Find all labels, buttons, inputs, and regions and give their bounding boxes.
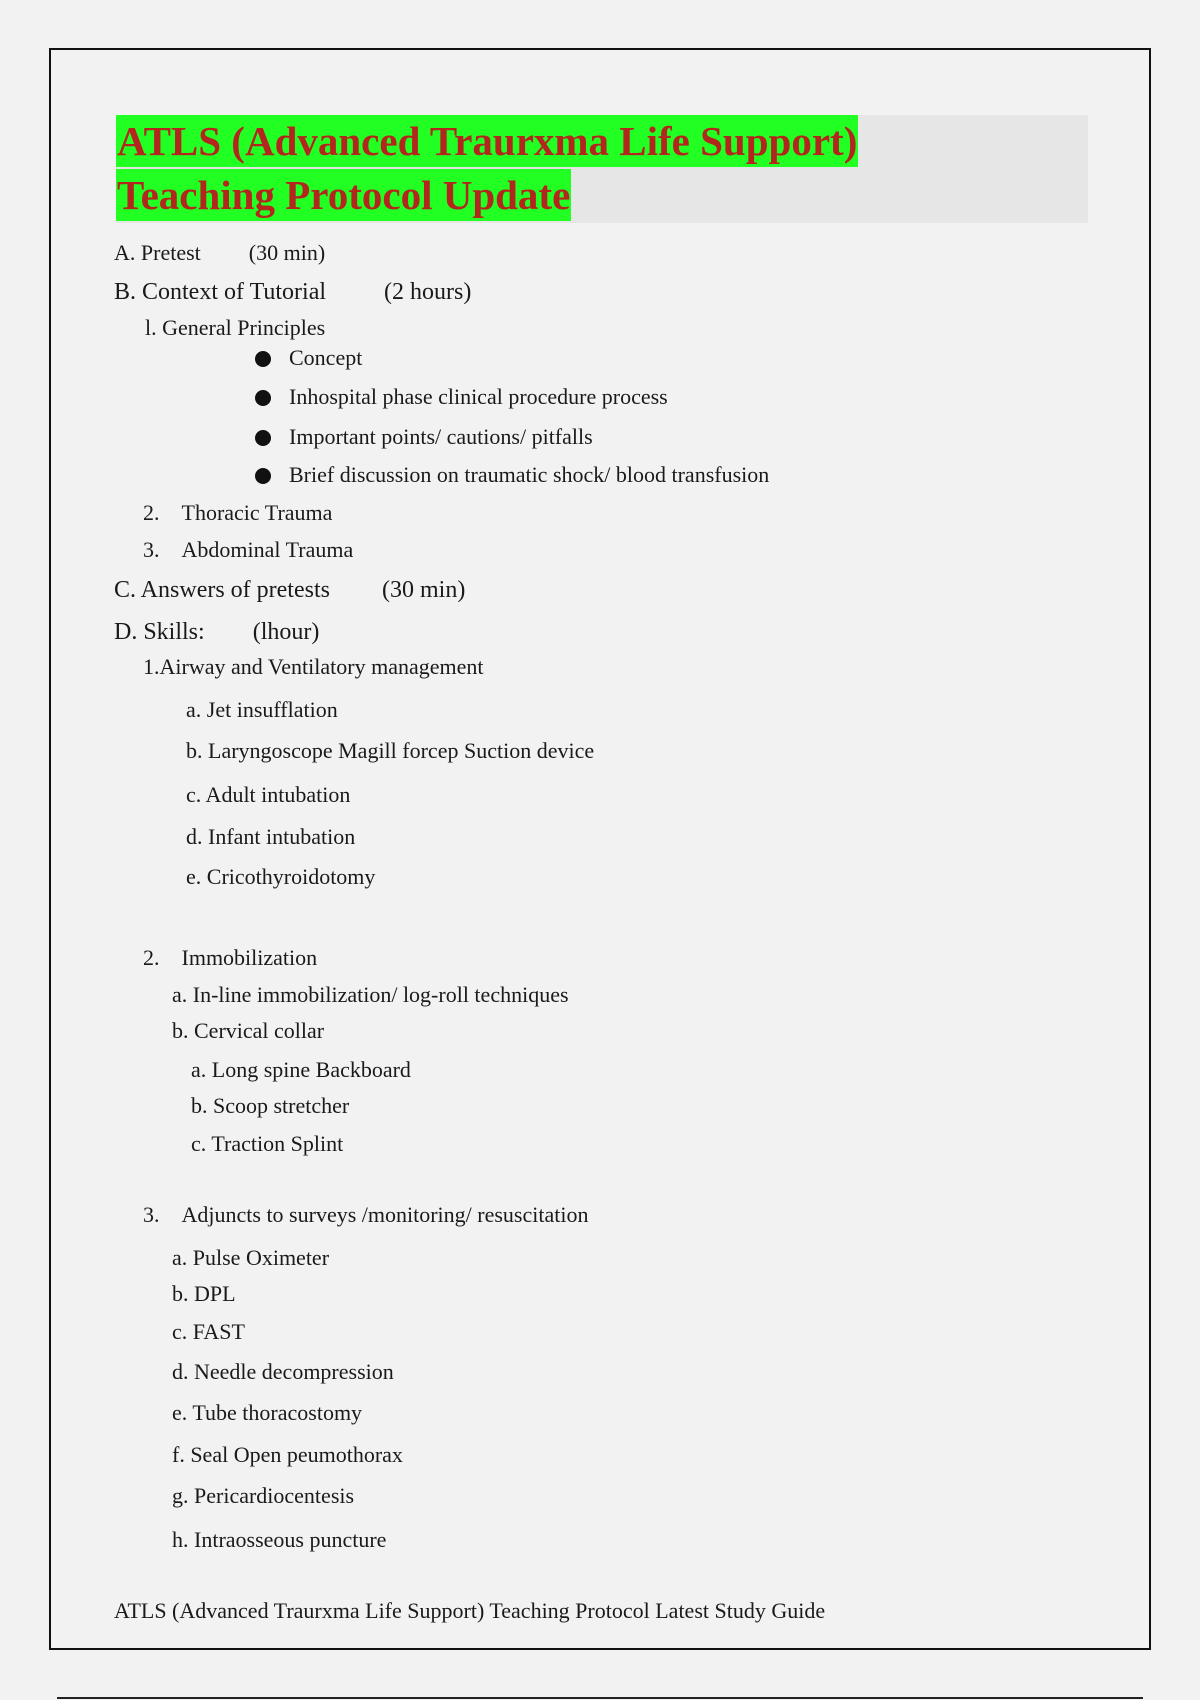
section-a-time: (30 min) — [248, 240, 326, 265]
bottom-divider — [57, 1697, 1143, 1699]
title-line-2: Teaching Protocol Update — [116, 169, 571, 221]
section-d-sub2 — [143, 944, 317, 972]
section-b-sub3-label: Abdominal Trauma — [181, 537, 354, 562]
section-b-sub2-num: 2. — [143, 500, 160, 525]
list-item: b. Cervical collar — [172, 1018, 325, 1043]
section-b-label: B. Context of Tutorial — [114, 279, 327, 305]
section-c-time: (30 min) — [381, 577, 466, 603]
bullet-item: Concept — [289, 345, 363, 370]
bullet-item: Brief discussion on traumatic shock/ blood transfusion — [289, 462, 770, 487]
section-b-sub2-label: Thoracic Trauma — [181, 500, 333, 525]
section-d-sub2-num: 2. — [143, 945, 160, 970]
section-a — [114, 239, 325, 267]
list-item: b. Laryngoscope Magill forcep Suction device — [186, 738, 595, 763]
section-b-sub3 — [143, 536, 353, 564]
section-a-label: A. Pretest — [114, 240, 201, 265]
bullet-item: Important points/ cautions/ pitfalls — [289, 424, 593, 449]
section-d-sub1-label: 1.Airway and Ventilatory management — [143, 654, 484, 679]
list-item: f. Seal Open peumothorax — [172, 1442, 403, 1467]
list-item: a. Jet insufflation — [186, 697, 338, 722]
section-d-time: (lhour) — [252, 619, 320, 645]
page-footer: ATLS (Advanced Traurxma Life Support) Teaching Protocol Latest Study Guide — [114, 1598, 826, 1623]
list-item: d. Infant intubation — [186, 824, 356, 849]
title-block — [116, 115, 1088, 223]
bullet-icon — [255, 390, 271, 406]
bullet-icon — [255, 468, 271, 484]
list-item: c. Traction Splint — [191, 1131, 344, 1156]
section-d-sub3-num: 3. — [143, 1202, 160, 1227]
section-c-label: C. Answers of pretests — [114, 577, 330, 603]
list-item: h. Intraosseous puncture — [172, 1527, 387, 1552]
list-item: e. Cricothyroidotomy — [186, 864, 376, 889]
section-c — [114, 576, 465, 604]
list-item: a. Pulse Oximeter — [172, 1245, 330, 1270]
section-d-label: D. Skills: — [114, 619, 205, 645]
bullet-icon — [255, 430, 271, 446]
list-item: a. In-line immobilization/ log-roll techniques — [172, 982, 569, 1007]
section-b-time: (2 hours) — [384, 279, 472, 305]
section-d-sub2-label: Immobilization — [181, 945, 318, 970]
list-item: b. DPL — [172, 1281, 236, 1306]
list-item: a. Long spine Backboard — [191, 1057, 411, 1082]
section-d — [114, 618, 319, 646]
list-item: b. Scoop stretcher — [191, 1093, 350, 1118]
section-d-sub3 — [143, 1201, 588, 1229]
section-b-sub1-label: l. General Principles — [145, 315, 326, 340]
list-item: d. Needle decompression — [172, 1359, 394, 1384]
title-line-1: ATLS (Advanced Traurxma Life Support) — [116, 115, 858, 167]
section-b-sub3-num: 3. — [143, 537, 160, 562]
section-d-sub3-label: Adjuncts to surveys /monitoring/ resuscitation — [181, 1202, 589, 1227]
bullet-item: Inhospital phase clinical procedure process — [289, 384, 668, 409]
list-item: g. Pericardiocentesis — [172, 1483, 355, 1508]
section-b-sub2 — [143, 499, 332, 527]
list-item: c. Adult intubation — [186, 782, 351, 807]
list-item: c. FAST — [172, 1319, 245, 1344]
list-item: e. Tube thoracostomy — [172, 1400, 363, 1425]
section-b — [114, 278, 471, 306]
bullet-icon — [255, 351, 271, 367]
